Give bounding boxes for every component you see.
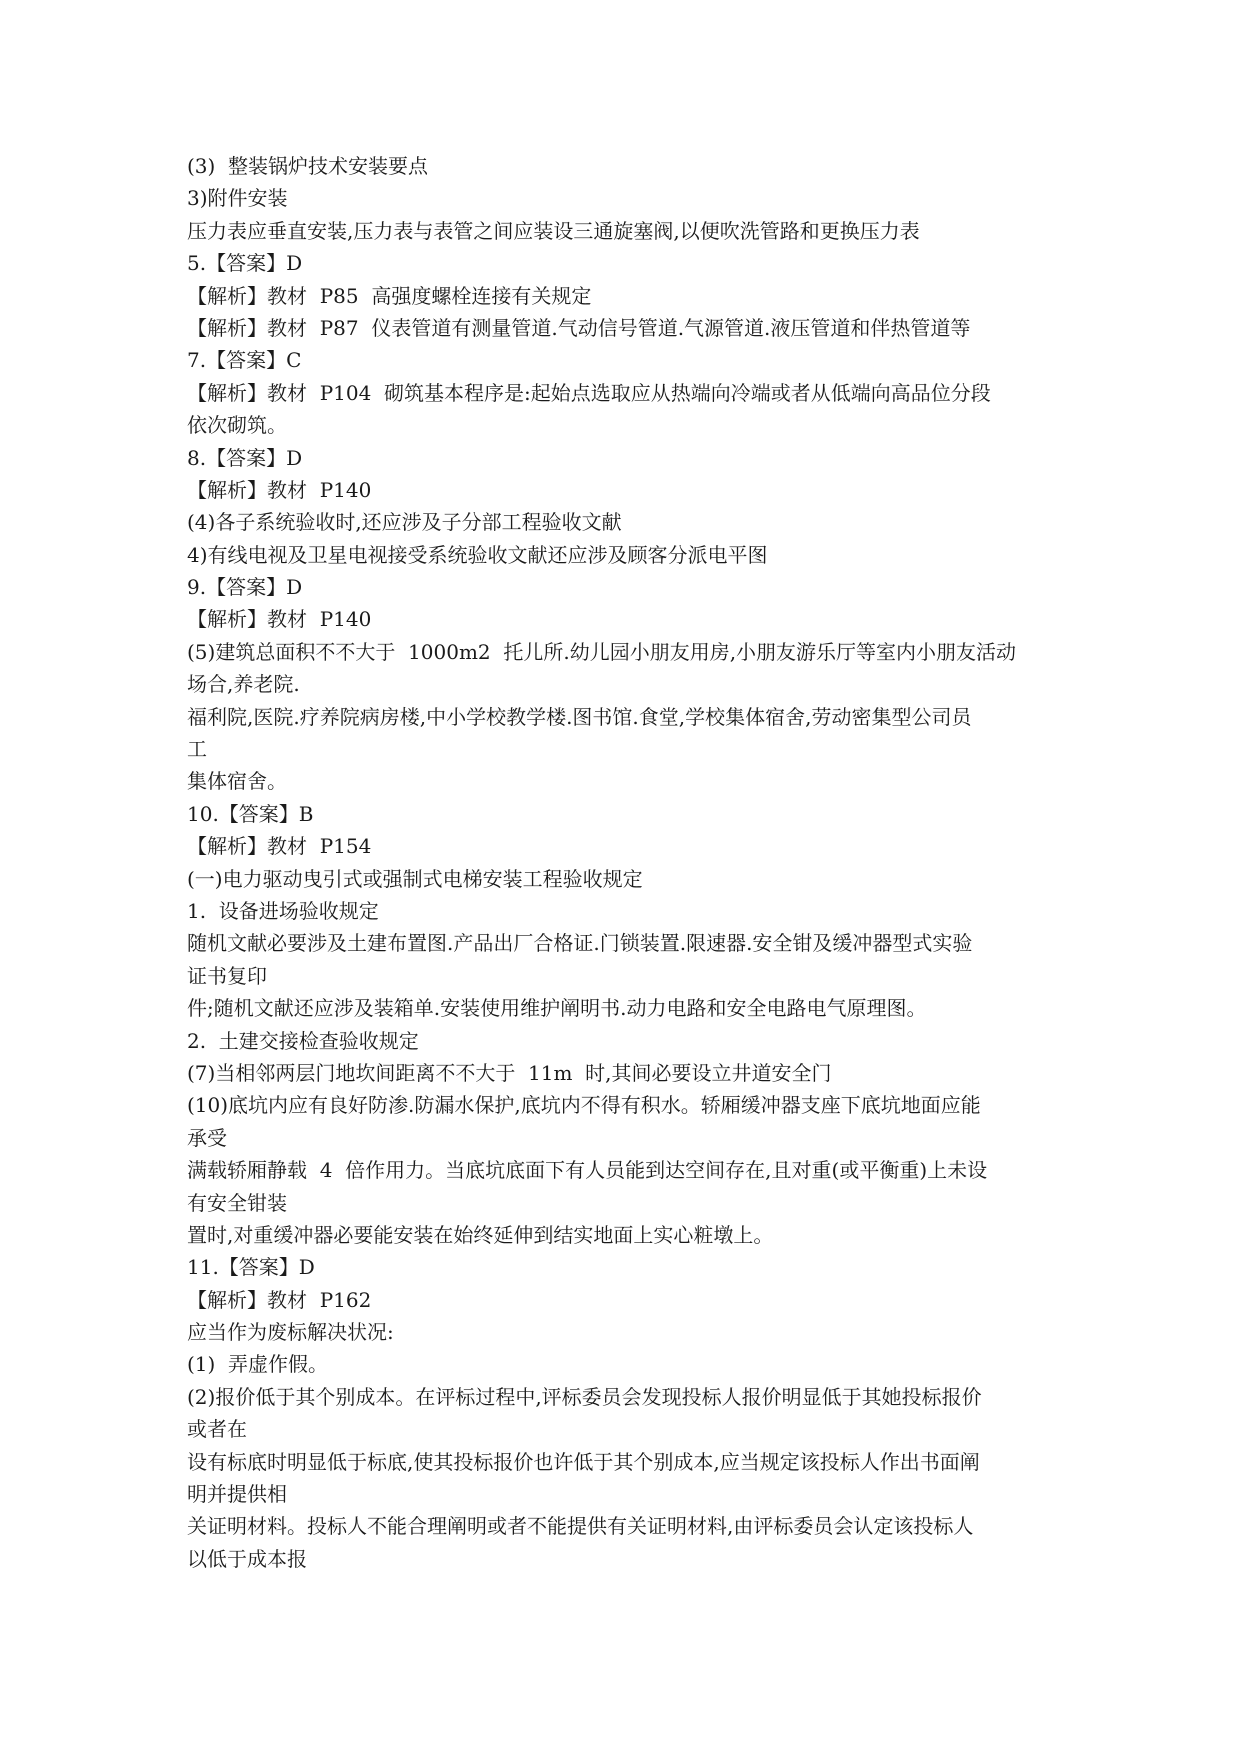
text-line: 福利院,医院.疗养院病房楼,中小学校教学楼.图书馆.食堂,学校集体宿舍,劳动密集型公司员 — [187, 704, 972, 729]
analysis-line: 【解析】教材 P104 砌筑基本程序是:起始点选取应从热端向冷端或者从低端向高品位分段 — [187, 380, 991, 405]
analysis-line: 【解析】教材 P140 — [187, 477, 372, 502]
text-line: 或者在 — [187, 1417, 247, 1442]
text-line: (4)各子系统验收时,还应涉及子分部工程验收文献 — [187, 510, 622, 535]
text-line: (5)建筑总面积不不大于 1000m2 托儿所.幼儿园小朋友用房,小朋友游乐厅等室内小朋友活动 — [187, 639, 1017, 664]
text-line: 依次砌筑。 — [187, 413, 287, 438]
text-line: 关证明材料。投标人不能合理阐明或者不能提供有关证明材料,由评标委员会认定该投标人 — [187, 1514, 974, 1539]
analysis-line: 【解析】教材 P140 — [187, 607, 372, 632]
text-line: 压力表应垂直安装,压力表与表管之间应装设三通旋塞阀,以便吹洗管路和更换压力表 — [187, 218, 920, 243]
text-line: 场合,养老院. — [187, 672, 300, 697]
answer-line: 8.【答案】D — [187, 445, 303, 470]
text-line: 集体宿舍。 — [187, 769, 287, 794]
analysis-line: 【解析】教材 P85 高强度螺栓连接有关规定 — [187, 283, 592, 308]
text-line: 4)有线电视及卫星电视接受系统验收文献还应涉及顾客分派电平图 — [187, 542, 768, 567]
text-line: 1. 设备进场验收规定 — [187, 898, 379, 923]
text-line: 件;随机文献还应涉及装箱单.安装使用维护阐明书.动力电路和安全电路电气原理图。 — [187, 996, 927, 1021]
text-line: 明并提供相 — [187, 1482, 287, 1507]
answer-line: 11.【答案】D — [187, 1255, 315, 1280]
text-line: 2. 土建交接检查验收规定 — [187, 1028, 419, 1053]
analysis-line: 【解析】教材 P154 — [187, 834, 372, 859]
text-line: 满载轿厢静载 4 倍作用力。当底坑底面下有人员能到达空间存在,且对重(或平衡重)上未设 — [187, 1158, 988, 1183]
text-line: (10)底坑内应有良好防渗.防漏水保护,底坑内不得有积水。轿厢缓冲器支座下底坑地面应能 — [187, 1093, 981, 1118]
text-line: 承受 — [187, 1125, 227, 1150]
text-line: 设有标底时明显低于标底,使其投标报价也许低于其个别成本,应当规定该投标人作出书面阐 — [187, 1449, 980, 1474]
text-line: (一)电力驱动曳引式或强制式电梯安装工程验收规定 — [187, 866, 643, 891]
text-line: 3)附件安装 — [187, 186, 288, 211]
text-line: (2)报价低于其个别成本。在评标过程中,评标委员会发现投标人报价明显低于其她投标报价 — [187, 1384, 982, 1409]
text-line: 应当作为废标解决状况: — [187, 1320, 394, 1345]
text-line: 随机文献必要涉及土建布置图.产品出厂合格证.门锁装置.限速器.安全钳及缓冲器型式实验 — [187, 931, 973, 956]
analysis-line: 【解析】教材 P87 仪表管道有测量管道.气动信号管道.气源管道.液压管道和伴热管道等 — [187, 315, 971, 340]
answer-line: 10.【答案】B — [187, 801, 314, 826]
text-line: 有安全钳装 — [187, 1190, 287, 1215]
analysis-line: 【解析】教材 P162 — [187, 1287, 372, 1312]
answer-line: 9.【答案】D — [187, 575, 303, 600]
text-line: 置时,对重缓冲器必要能安装在始终延伸到结实地面上实心粧墩上。 — [187, 1222, 774, 1247]
text-line: 工 — [187, 737, 207, 762]
answer-line: 7.【答案】C — [187, 348, 302, 373]
answer-line: 5.【答案】D — [187, 251, 303, 276]
document-body — [187, 150, 1067, 1575]
text-line: (7)当相邻两层门地坎间距离不不大于 11m 时,其间必要设立井道安全门 — [187, 1060, 832, 1085]
text-line: 以低于成本报 — [187, 1546, 307, 1571]
text-line: (1) 弄虚作假。 — [187, 1352, 329, 1377]
text-line: 证书复印 — [187, 963, 267, 988]
text-line: (3) 整装锅炉技术安装要点 — [187, 154, 429, 178]
